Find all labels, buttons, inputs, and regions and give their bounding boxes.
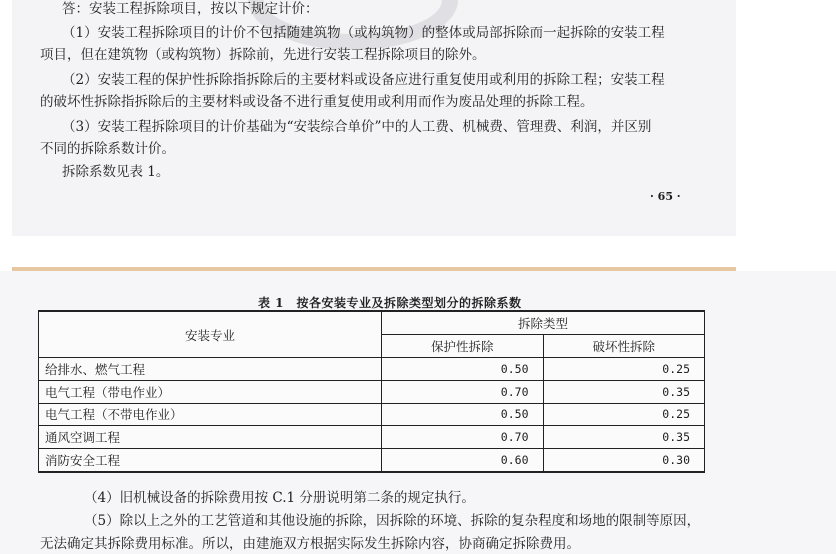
row-destructive: 0.35 <box>543 380 705 403</box>
row-protective: 0.70 <box>382 426 544 449</box>
paragraph-3-line-1: （3）安装工程拆除项目的计价基础为“安装综合单价”中的人工费、机械费、管理费、利润，并区别 <box>62 119 652 135</box>
row-protective: 0.50 <box>382 403 544 426</box>
table-row <box>39 426 705 449</box>
page-gap <box>0 236 836 268</box>
row-protective: 0.70 <box>382 380 544 403</box>
header-protective: 保护性拆除 <box>382 335 544 358</box>
paragraph-1-line-2: 项目，但在建筑物（或构筑物）拆除前，先进行安装工程拆除项目的除外。 <box>40 47 486 63</box>
paragraph-see-table: 拆除系数见表 1。 <box>62 164 170 180</box>
note-4: （4）旧机械设备的拆除费用按 C.1 分册说明第二条的规定执行。 <box>84 490 475 506</box>
table-row <box>39 449 705 472</box>
row-major: 电气工程（不带电作业） <box>39 403 382 426</box>
header-installation-major: 安装专业 <box>39 311 382 358</box>
paragraph-2-line-2: 的破坏性拆除指拆除后的主要材料或设备不进行重复使用或利用而作为废品处理的拆除工程。 <box>40 94 594 110</box>
row-destructive: 0.35 <box>543 426 705 449</box>
table-header-row <box>39 311 705 335</box>
row-destructive: 0.30 <box>543 449 705 472</box>
table-row <box>39 403 705 426</box>
paragraph-3-line-2: 不同的拆除系数计价。 <box>40 141 175 157</box>
page-number: · 65 · <box>650 190 681 203</box>
table-row <box>39 380 705 403</box>
table-title: 表 1 按各安装专业及拆除类型划分的拆除系数 <box>258 296 522 310</box>
row-protective: 0.60 <box>382 449 544 472</box>
row-destructive: 0.25 <box>543 358 705 381</box>
table-row <box>39 358 705 381</box>
paragraph-1-line-1: （1）安装工程拆除项目的计价不包括随建筑物（或构筑物）的整体或局部拆除而一起拆除的安装工程 <box>62 25 665 41</box>
row-major: 给排水、燃气工程 <box>39 358 382 381</box>
row-major: 消防安全工程 <box>39 449 382 472</box>
paragraph-2-line-1: （2）安装工程的保护性拆除指拆除后的主要材料或设备应进行重复使用或利用的拆除工程；安装工程 <box>62 72 665 88</box>
note-5-line-1: （5）除以上之外的工艺管道和其他设施的拆除，因拆除的环境、拆除的复杂程度和场地的限制等原因， <box>84 513 701 529</box>
row-destructive: 0.25 <box>543 403 705 426</box>
demolition-coefficient-table <box>38 310 705 473</box>
row-major: 通风空调工程 <box>39 426 382 449</box>
answer-intro: 答：安装工程拆除项目，按以下规定计价： <box>62 1 319 17</box>
row-major: 电气工程（带电作业） <box>39 380 382 403</box>
row-protective: 0.50 <box>382 358 544 381</box>
note-5-line-2: 无法确定其拆除费用标准。所以，由建施双方根据实际发生拆除内容，协商确定拆除费用。 <box>40 536 580 552</box>
header-destructive: 破坏性拆除 <box>543 335 705 358</box>
header-demolition-type: 拆除类型 <box>382 311 705 335</box>
